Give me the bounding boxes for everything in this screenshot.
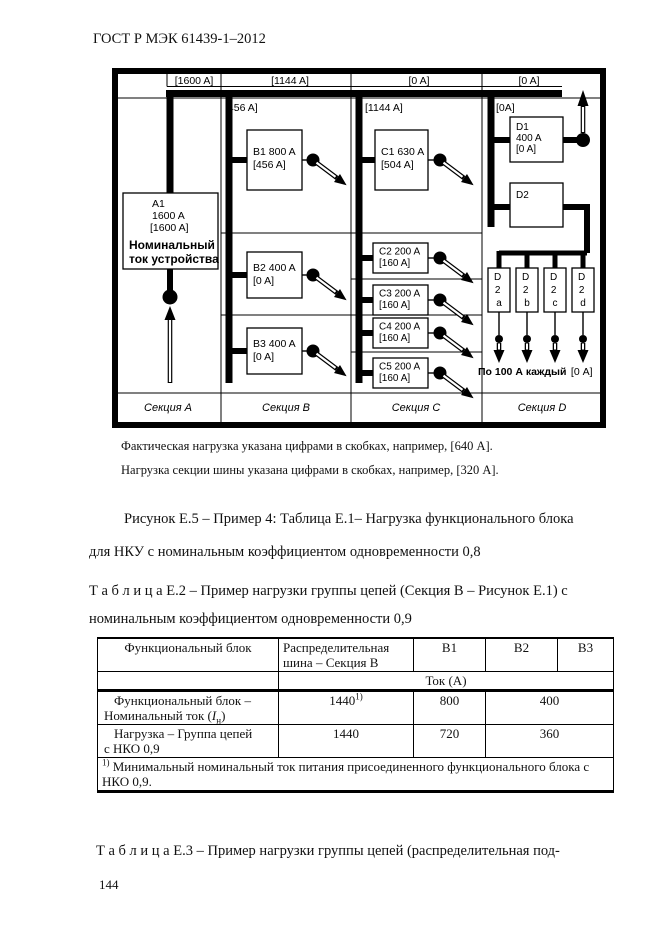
section-c-load-label: [1144 A]: [365, 102, 403, 114]
table-e2-title-line1: Т а б л и ц а Е.2 – Пример нагрузки группы цепей (Секция В – Рисунок Е.1) с: [89, 583, 568, 599]
per-unit-load-label: По 100 А каждый [0 А]: [478, 366, 593, 378]
section-b-label: Секция В: [262, 402, 310, 414]
unit-b2-label: B2 400 A [0 A]: [253, 262, 296, 287]
empty-cell: [98, 672, 279, 691]
row1-label: Функциональный блок – Номинальный ток $(I_н)$: [98, 691, 279, 725]
table-header-row: [98, 638, 614, 672]
supply-arrow-icon: [163, 290, 178, 384]
table-e2: [97, 637, 614, 793]
unit-d2d-label: D 2 d: [577, 272, 586, 309]
row2-bus-value: 1440: [279, 725, 414, 758]
unit-a1-label: A1 1600 A [1600 A] Номинальный ток устройства: [129, 198, 219, 266]
table-e3-title: Т а б л и ц а Е.3 – Пример нагрузки группы цепей (распределительная под-: [96, 843, 560, 859]
unit-d2-label: D2: [516, 190, 529, 201]
section-d-label: Секция D: [517, 402, 567, 414]
table-subheader-row: [98, 672, 614, 691]
unit-c1-label: C1 630 A [504 A]: [381, 146, 424, 171]
section-c-label: Секция С: [391, 402, 441, 414]
row2-label: Нагрузка – Группа цепей с НКО 0,9: [98, 725, 279, 758]
bus-load-label: [1144 A]: [271, 75, 309, 87]
unit-c5-label: C5 200 A [160 A]: [379, 361, 420, 384]
page-number: 144: [99, 877, 119, 892]
table-footnote: $^{1)}$ Минимальный номинальный ток питания присоединенного функционального блока с НКО 0,9.: [98, 758, 614, 792]
figure-note-2: Нагрузка секции шины указана цифрами в скобках, например, [320 А].: [121, 463, 499, 477]
d2-down-arrow-icons: [494, 312, 589, 363]
figure-note-1: Фактическая нагрузка указана цифрами в скобках, например, [640 А].: [121, 439, 493, 453]
unit-b3-label: B3 400 A [0 A]: [253, 338, 296, 363]
document-title: ГОСТ Р МЭК 61439-1–2012: [93, 31, 266, 47]
subheader-current: Ток (А): [279, 672, 614, 691]
header-b1: B1: [414, 638, 486, 672]
section-b-load-label: [456 A]: [225, 102, 258, 114]
unit-c3-label: C3 200 A [160 A]: [379, 288, 420, 311]
row1-bus-value: 1440$^{1)}$: [279, 691, 414, 725]
header-distribution-bus: Распределительная шина – Секция В: [279, 638, 414, 672]
table-e2-title-line2: номинальным коэффициентом одновременности 0,9: [89, 611, 412, 627]
header-b2: B2: [486, 638, 558, 672]
row2-b2b3-value: 360: [486, 725, 614, 758]
unit-c2-label: C2 200 A [160 A]: [379, 246, 420, 269]
row1-b1-value: 800: [414, 691, 486, 725]
unit-d2c-label: D 2 c: [549, 272, 558, 309]
table-footnote-row: [98, 758, 614, 792]
unit-c4-label: C4 200 A [160 A]: [379, 321, 420, 344]
bus-load-label: [1600 A]: [174, 75, 214, 87]
figure-caption-line2: для НКУ с номинальным коэффициентом одновременности 0,8: [89, 544, 481, 560]
bus-load-label: [0 A]: [518, 75, 540, 87]
unit-d1-label: D1 400 A [0 A]: [516, 122, 542, 155]
row1-b2b3-value: 400: [486, 691, 614, 725]
unit-b1-label: B1 800 A [456 A]: [253, 146, 296, 171]
header-functional-unit: Функциональный блок: [98, 638, 279, 672]
row2-b1-value: 720: [414, 725, 486, 758]
bus-load-label: [0 A]: [408, 75, 430, 87]
table-row: [98, 691, 614, 725]
section-d-load-label: [0A]: [496, 102, 515, 114]
figure-caption-line1: Рисунок Е.5 – Пример 4: Таблица Е.1– Нагрузка функционального блока: [124, 511, 574, 527]
section-a-label: Секция А: [144, 402, 192, 414]
unit-d2a-label: D 2 a: [493, 272, 502, 309]
figure-e5-diagram: [110, 66, 610, 431]
table-row: [98, 725, 614, 758]
header-b3: B3: [558, 638, 614, 672]
d1-up-arrow-icon: [576, 90, 590, 147]
unit-d2b-label: D 2 b: [521, 272, 530, 309]
